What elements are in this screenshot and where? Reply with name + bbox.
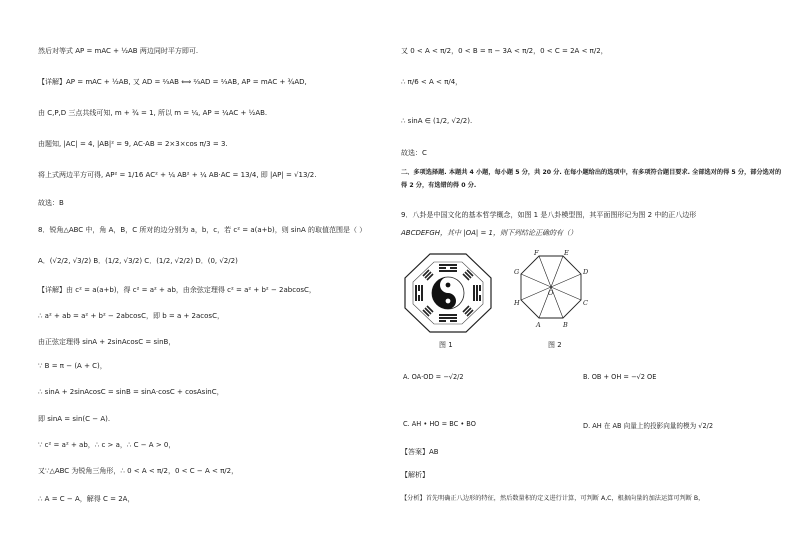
vertex-label-h: H [514,299,520,307]
analysis-heading: 【解析】 [401,471,429,479]
vertex-label-f: F [534,250,539,257]
option-a: A. OA·OD = −√2/2 [403,373,464,381]
text-line: 故选：C [401,149,427,157]
text-line: 然后对等式 AP = mAC + ½AB 两边同时平方即可. [38,47,199,55]
text-line: ∵ B = π − (A + C)， [38,362,107,370]
text-line: 由题知, |AC| = 4, |AB|² = 9, AC·AB = 2×3×cos π/3 = 3. [38,140,228,148]
answer-label: 【答案】AB [401,448,439,456]
text-line: 即 sinA = sin(C − A). [38,415,111,423]
vertex-label-e: E [564,250,569,257]
option-b: B. OB + OH = −√2 OE [583,373,657,381]
text-line: 【详解】AP = mAC + ½AB, 又 AD = ⅔AB ⟺ ⅔AD = ⅔AB, AP = mAC + ¾AD, [38,78,307,86]
vertex-label-a: A [536,321,541,329]
vertex-label-c: C [583,299,588,307]
text-line: ∴ π/6 < A < π/4， [401,78,463,86]
left-column [38,0,388,549]
vertex-label-b: B [563,321,568,329]
right-column [401,0,786,549]
bagua-figure [403,252,493,334]
center-label-o: O [548,289,554,297]
text-line: ∴ sinA ∈ (1/2, √2/2). [401,117,473,125]
text-line: ∴ a² + ab = a² + b² − 2abcosC，即 b = a + 2acosC， [38,312,224,320]
option-d: D. AH 在 AB 向量上的投影向量的模为 √2/2 [583,422,714,430]
text-line: ∴ sinA + 2sinAcosC = sinB = sinA·cosC + cosAsinC， [38,388,224,396]
question-9-line2: ABCDEFGH，其中 |OA| = 1，则下列结论正确的有（） [401,229,578,237]
vertex-label-g: G [514,268,520,276]
section-two-heading: 二、多项选择题. 本题共 4 小题，每小题 5 分，共 20 分. 在每小题给出的选项中，有多项符合题目要求. 全部选对的得 5 分，部分选对的得 2 分，有选错的得 0 分. [401,169,782,189]
text-line: 故选：B [38,199,64,207]
analysis-text: 【分析】首先明确正八边形的特征，然后数量积的定义进行计算，可判断 A,C，根据向量的加法运算可判断 B， [401,495,705,502]
option-c: C. AH • HO = BC • BO [403,420,476,428]
text-line: ∵ c² = a² + ab，∴ c > a，∴ C − A > 0， [38,441,176,449]
question-8-options: A．(√2/2, √3/2) B．(1/2, √3/2) C．(1/2, √2/2) D．(0, √2/2) [38,257,238,265]
question-8: 8．锐角△ABC 中，角 A，B，C 所对的边分别为 a，b，c，若 c² = a(a+b)，则 sinA 的取值范围是（ ） [38,226,367,234]
text-line: 又 0 < A < π/2，0 < B = π − 3A < π/2，0 < C = 2A < π/2， [401,47,608,55]
text-line: 将上式两边平方可得, AP² = 1/16 AC² + ¼ AB² + ¼ AB·AC = 13/4, 即 |AP| = √13/2. [38,171,317,179]
text-line: 由正弦定理得 sinA + 2sinAcosC = sinB， [38,338,176,346]
text-line: ∴ A = C − A，解得 C = 2A， [38,495,135,503]
figure-1-caption: 图 1 [439,341,453,349]
text-line: 由 C,P,D 三点共线可知, m + ¾ = 1, 所以 m = ¼, AP = ¼AC + ½AB. [38,109,268,117]
text-line: 【详解】由 c² = a(a+b)，得 c² = a² + ab，由余弦定理得 c² = a² + b² − 2abcosC， [38,286,316,294]
vertex-label-d: D [583,268,589,276]
text-line: 又∵△ABC 为锐角三角形，∴ 0 < A < π/2，0 < C − A < π/2， [38,467,239,475]
figure-2-caption: 图 2 [548,341,562,349]
question-9: 9．八卦是中国文化的基本哲学概念，如图 1 是八卦模型图，其平面图形记为图 2 中的正八边形 [401,211,697,219]
octagon-figure [501,250,601,338]
